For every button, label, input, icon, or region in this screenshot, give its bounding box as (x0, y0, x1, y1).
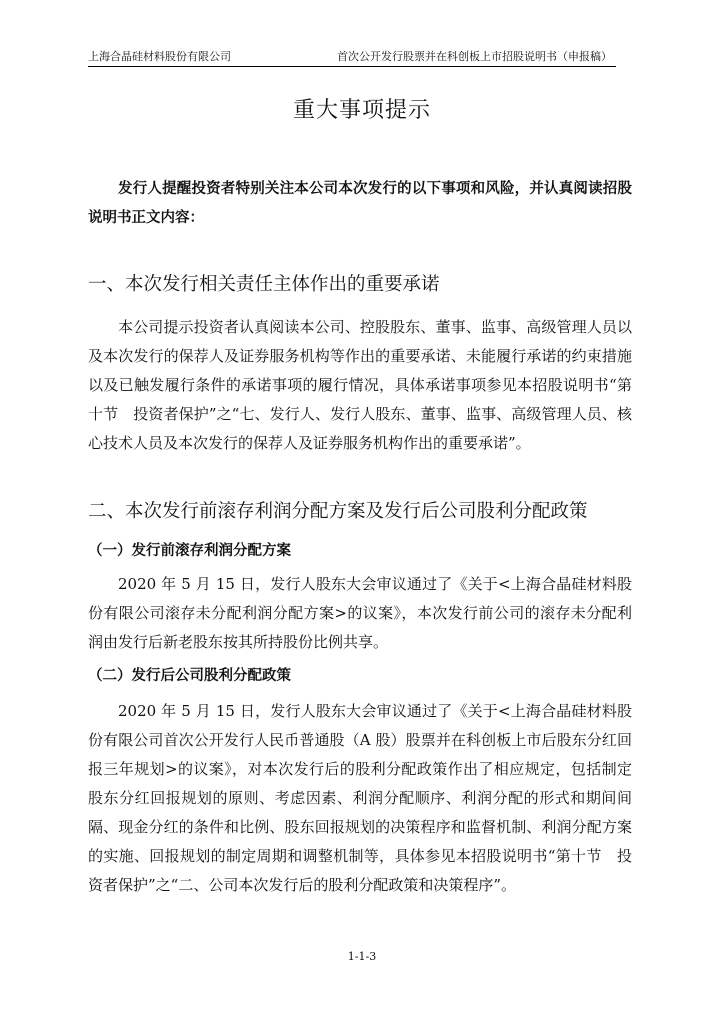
page-number: 1-1-3 (347, 950, 377, 963)
header-company: 上海合晶硅材料股份有限公司 (88, 50, 231, 63)
page-title: 重大事项提示 (292, 98, 431, 123)
section-1-body: 本公司提示投资者认真阅读本公司、控股股东、董事、监事、高级管理人员以及本次发行的保荐人及证券服务机构等作出的重要承诺、未能履行承诺的约束措施以及已触发履行条件的承诺事项的履行情况，具体承诺事项参见本招股说明书“第十节 投资者保护”之“七、发行人、发行人股东、董事、监事、高级管理人员、核心技术人员及本次发行的保荐人及证券服务机构作出的重要承诺”。 (88, 318, 632, 452)
subsection-2-2-body: 2020 年 5 月 15 日，发行人股东大会审议通过了《关于<上海合晶硅材料股份有限公司首次公开发行人民币普通股（A 股）股票并在科创板上市后股东分红回报三年规划>的议案》，对本次发行后的股利分配政策作出了相应规定，包括制定股东分红回报规划的原则、考虑因素、利润分配顺序、利润分配的形式和期间间隔、现金分红的条件和比例、股东回报规划的决策程序和监督机制、利润分配方案的实施、回报规划的制定周期和调整机制等，具体参见本招股说明书“第十节 投资者保护”之“二、公司本次发行后的股利分配政策和决策程序”。 (88, 702, 632, 894)
subsection-2-2-heading: （二）发行后公司股利分配政策 (88, 668, 291, 684)
subsection-2-1-heading: （一）发行前滚存利润分配方案 (88, 543, 291, 559)
section-2-heading: 二、本次发行前滚存利润分配方案及发行后公司股利分配政策 (88, 501, 588, 522)
subsection-2-1-body: 2020 年 5 月 15 日，发行人股东大会审议通过了《关于<上海合晶硅材料股份有限公司滚存未分配利润分配方案>的议案》，本次发行前公司的滚存未分配利润由发行后新老股东按其所持股份比例共享。 (88, 575, 632, 651)
page-header (88, 48, 616, 67)
header-document-title: 首次公开发行股票并在科创板上市招股说明书（申报稿） (337, 50, 612, 63)
section-1-heading: 一、本次发行相关责任主体作出的重要承诺 (88, 274, 440, 295)
intro-paragraph: 发行人提醒投资者特别关注本公司本次发行的以下事项和风险，并认真阅读招股说明书正文内容： (88, 181, 632, 226)
